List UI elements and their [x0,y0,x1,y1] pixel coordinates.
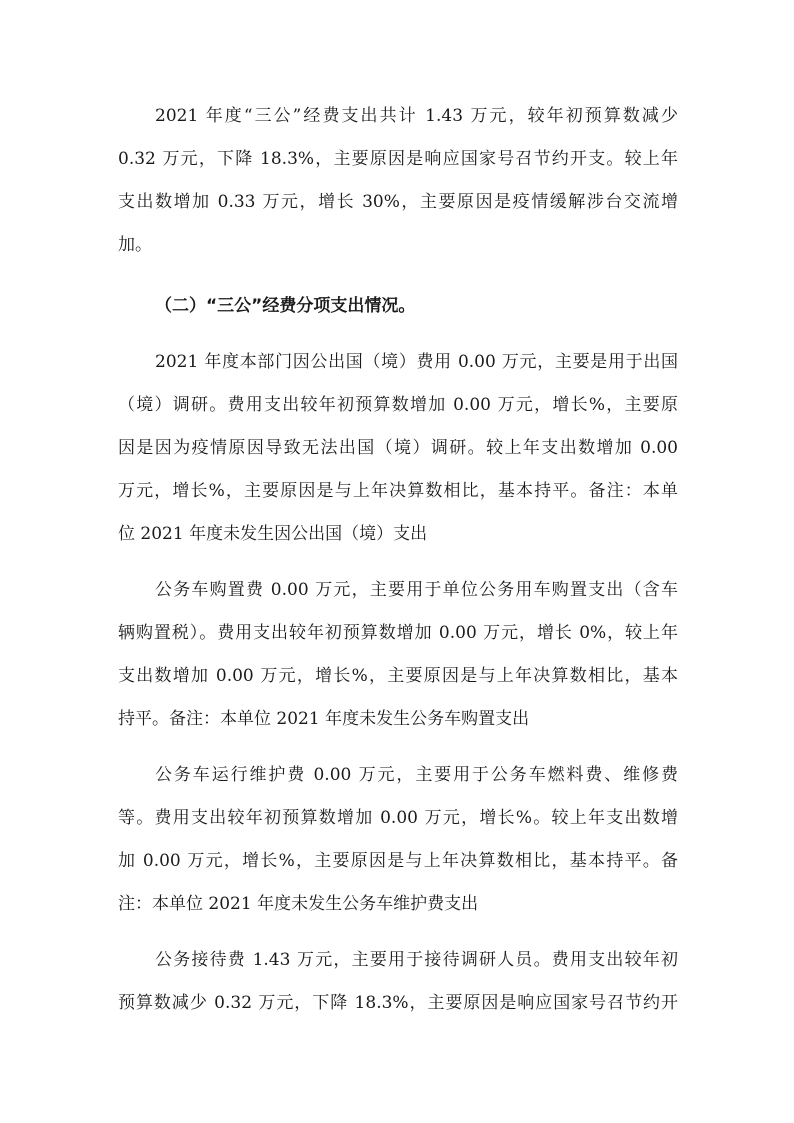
text-line: 因是因为疫情原因导致无法出国（境）调研。较上年支出数增加 0.00 [118,438,678,458]
text-line: 2021 年度“三公”经费支出共计 1.43 万元，较年初预算数减少 [155,106,678,126]
text-line: 加 0.00 万元，增长%，主要原因是与上年决算数相比，基本持平。备 [118,851,678,871]
text-line: 等。费用支出较年初预算数增加 0.00 万元，增长%。较上年支出数增 [118,808,678,828]
text-line: 2021 年度本部门因公出国（境）费用 0.00 万元，主要是用于出国 [155,352,678,372]
text-line: 辆购置税）。费用支出较年初预算数增加 0.00 万元，增长 0%，较上年 [118,623,678,643]
text-line: 预算数减少 0.32 万元，下降 18.3%，主要原因是响应国家号召节约开 [118,993,678,1013]
section-heading: （二）“三公”经费分项支出情况。 [155,296,416,316]
text-line: 公务车运行维护费 0.00 万元，主要用于公务车燃料费、维修费 [155,765,678,785]
text-line: 注：本单位 2021 年度未发生公务车维护费支出 [118,894,479,914]
text-line: 0.32 万元，下降 18.3%，主要原因是响应国家号召节约开支。较上年 [118,149,678,169]
text-line: 万元，增长%，主要原因是与上年决算数相比，基本持平。备注：本单 [118,481,678,501]
text-line: 公务车购置费 0.00 万元，主要用于单位公务用车购置支出（含车 [155,580,678,600]
text-line: （境）调研。费用支出较年初预算数增加 0.00 万元，增长%，主要原 [118,395,678,415]
text-line: 持平。备注：本单位 2021 年度未发生公务车购置支出 [118,709,530,729]
text-line: 位 2021 年度未发生因公出国（境）支出 [118,524,428,544]
text-line: 支出数增加 0.00 万元，增长%，主要原因是与上年决算数相比，基本 [118,666,678,686]
text-line: 公务接待费 1.43 万元，主要用于接待调研人员。费用支出较年初 [155,950,678,970]
text-line: 加。 [118,235,152,255]
text-line: 支出数增加 0.33 万元，增长 30%，主要原因是疫情缓解涉台交流增 [118,192,678,212]
